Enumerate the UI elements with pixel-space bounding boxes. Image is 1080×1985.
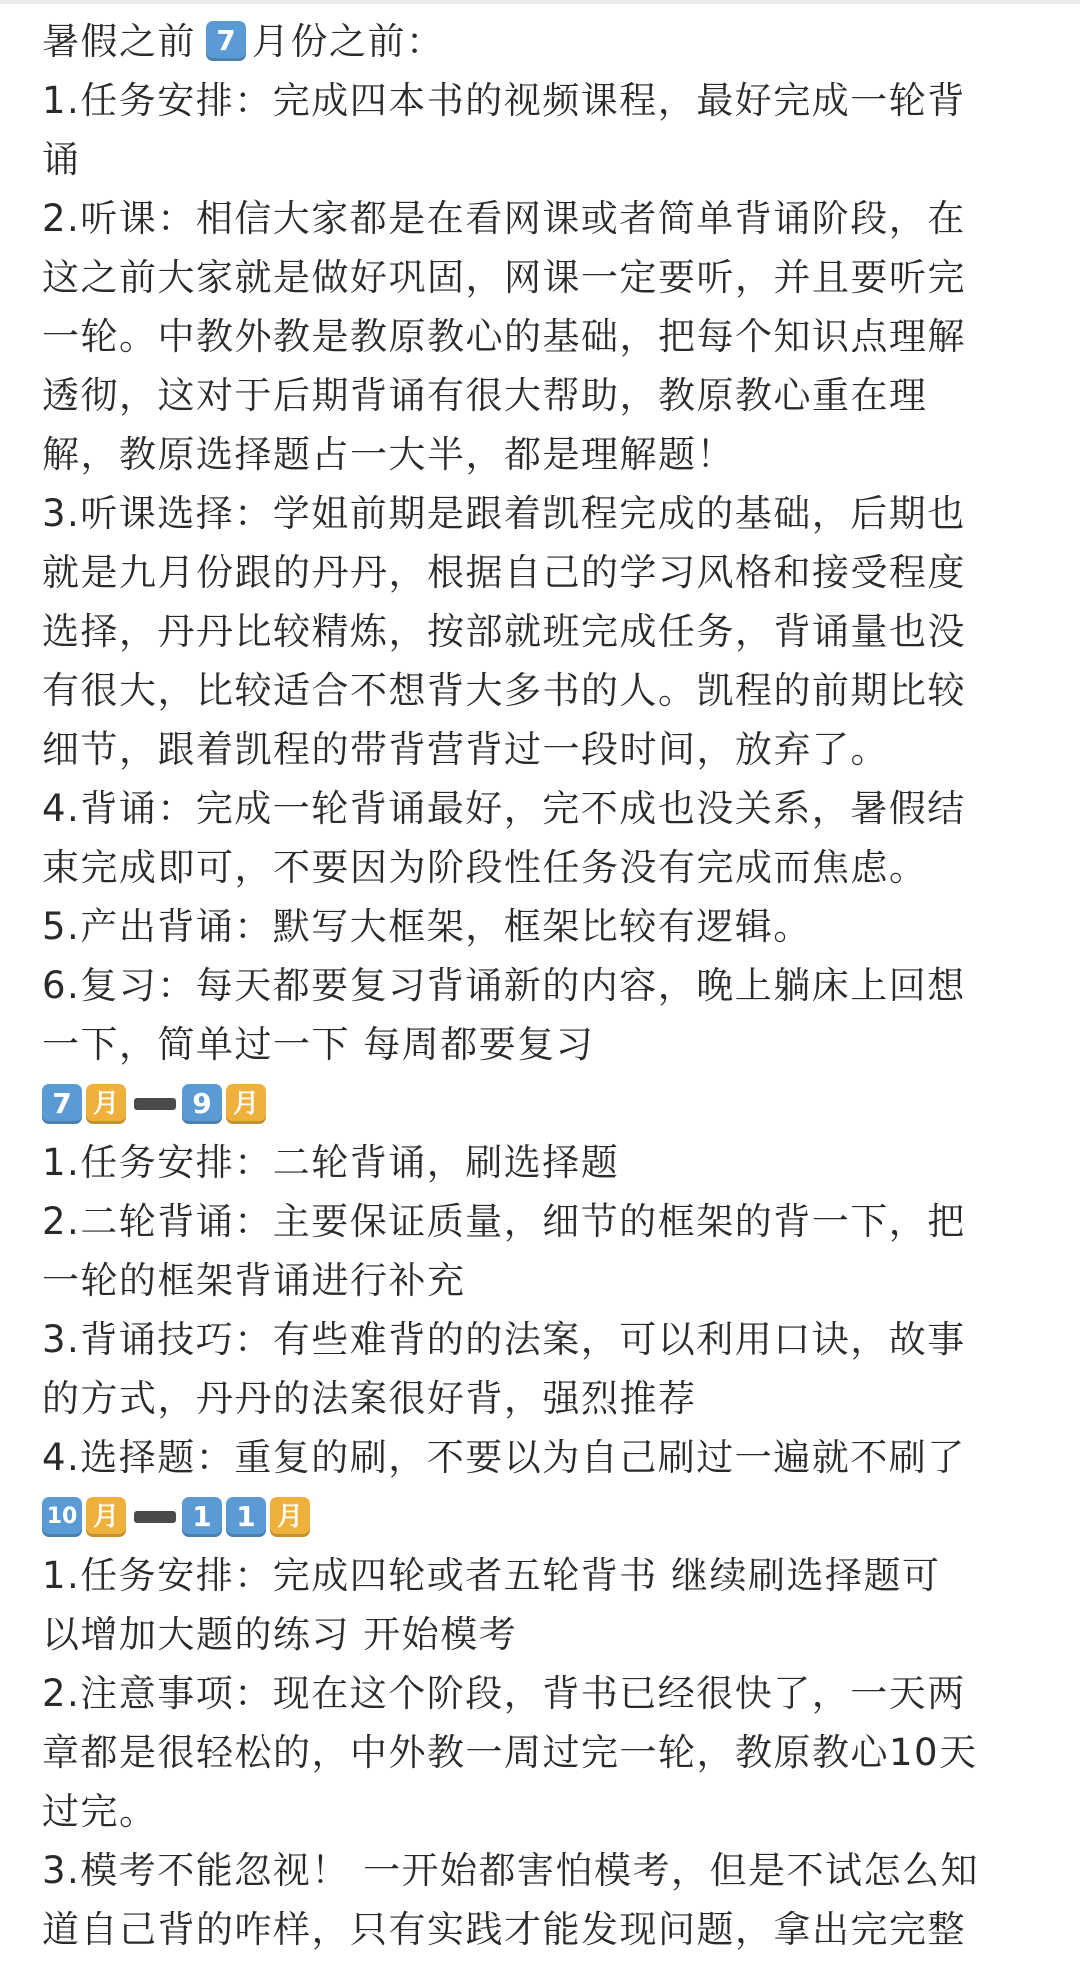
keycap-digit-icon: 9 xyxy=(182,1084,222,1124)
text-line: 1.任务安排：完成四本书的视频课程，最好完成一轮背 xyxy=(42,79,966,122)
text-line: 这之前大家就是做好巩固，网课一定要听，并且要听完 xyxy=(42,256,966,299)
text-line: 一下，简单过一下 每周都要复习 xyxy=(42,1023,595,1066)
text-line: 束完成即可，不要因为阶段性任务没有完成而焦虑。 xyxy=(42,846,928,889)
text-line: 透彻，这对于后期背诵有很大帮助，教原教心重在理 xyxy=(42,374,928,417)
text-line: 就是九月份跟的丹丹，根据自己的学习风格和接受程度 xyxy=(42,551,966,594)
month-tile-icon: 月 xyxy=(86,1084,126,1124)
top-divider xyxy=(0,0,1080,4)
section1-title-part1: 暑假之前 xyxy=(42,20,196,63)
keycap-digit-icon: 1 xyxy=(182,1497,222,1537)
text-line: 3.听课选择：学姐前期是跟着凯程完成的基础，后期也 xyxy=(42,492,966,535)
text-line: 2.听课：相信大家都是在看网课或者简单背诵阶段，在 xyxy=(42,197,966,240)
text-line: 章都是很轻松的，中外教一周过完一轮，教原教心10天 xyxy=(42,1731,978,1774)
text-line: 诵 xyxy=(42,138,81,181)
text-line: 有很大，比较适合不想背大多书的人。凯程的前期比较 xyxy=(42,669,966,712)
text-line: 1.任务安排：二轮背诵，刷选择题 xyxy=(42,1141,620,1184)
month-tile-icon: 月 xyxy=(270,1497,310,1537)
keycap-digit-icon: 1 xyxy=(226,1497,266,1537)
text-line: 过完。 xyxy=(42,1790,158,1833)
text-line: 以增加大题的练习 开始模考 xyxy=(42,1613,518,1656)
text-line: 4.选择题：重复的刷，不要以为自己刷过一遍就不刷了 xyxy=(42,1436,966,1479)
text-line: 4.背诵：完成一轮背诵最好，完不成也没关系，暑假结 xyxy=(42,787,966,830)
text-line: 细节，跟着凯程的带背营背过一段时间，放弃了。 xyxy=(42,728,889,771)
text-line: 6.复习：每天都要复习背诵新的内容，晚上躺床上回想 xyxy=(42,964,966,1007)
text-line: 解，教原选择题占一大半，都是理解题！ xyxy=(42,433,735,476)
text-line: 一轮。中教外教是教原教心的基础，把每个知识点理解 xyxy=(42,315,966,358)
keycap-digit-icon: 10 xyxy=(42,1497,82,1537)
text-line: 选择，丹丹比较精炼，按部就班完成任务，背诵量也没 xyxy=(42,610,966,653)
section1-title-part2: 月份之前： xyxy=(252,20,445,63)
text-line: 道自己背的咋样，只有实践才能发现问题，拿出完完整 xyxy=(42,1908,966,1951)
keycap-digit-icon: 7 xyxy=(206,21,246,61)
section3-heading xyxy=(42,1487,1060,1546)
keycap-digit-icon: 7 xyxy=(42,1084,82,1124)
dash-icon xyxy=(134,1511,176,1523)
text-line: 3.模考不能忽视！ 一开始都害怕模考，但是不试怎么知 xyxy=(42,1849,980,1892)
text-line: 5.产出背诵：默写大框架，框架比较有逻辑。 xyxy=(42,905,812,948)
section2-heading xyxy=(42,1074,1060,1133)
month-tile-icon: 月 xyxy=(86,1497,126,1537)
text-line: 的方式，丹丹的法案很好背，强烈推荐 xyxy=(42,1377,697,1420)
section1-heading xyxy=(42,12,1060,71)
month-tile-icon: 月 xyxy=(226,1084,266,1124)
text-line: 一轮的框架背诵进行补充 xyxy=(42,1259,466,1302)
text-line: 1.任务安排：完成四轮或者五轮背书 继续刷选择题可 xyxy=(42,1554,941,1597)
dash-icon xyxy=(134,1098,176,1110)
text-line: 2.二轮背诵：主要保证质量，细节的框架的背一下，把 xyxy=(42,1200,966,1243)
text-line: 3.背诵技巧：有些难背的的法案，可以利用口诀，故事 xyxy=(42,1318,966,1361)
text-line: 2.注意事项：现在这个阶段，背书已经很快了，一天两 xyxy=(42,1672,966,1715)
